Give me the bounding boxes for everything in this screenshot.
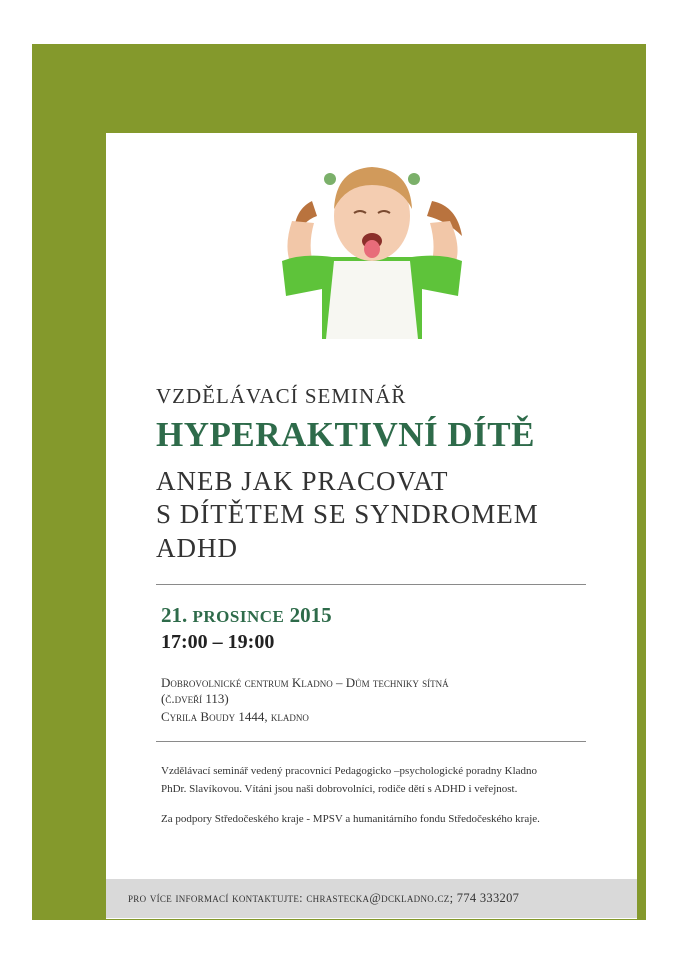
contact-text: pro více informací kontaktujte: chrastecka@dckladno.cz; 774 333207 bbox=[128, 891, 520, 905]
description-line-2: PhDr. Slavíkovou. Vítáni jsou naši dobrovolníci, rodiče dětí s ADHD i veřejnost. bbox=[161, 783, 518, 795]
event-subtitle-line-2: S DÍTĚTEM SE SYNDROMEM bbox=[156, 499, 539, 529]
flyer-page bbox=[106, 133, 637, 919]
divider bbox=[156, 584, 586, 585]
divider bbox=[156, 741, 586, 742]
child-photo bbox=[272, 161, 472, 339]
date-day: 21. bbox=[161, 603, 188, 627]
event-date bbox=[161, 603, 332, 628]
support-note: Za podpory Středočeského kraje - MPSV a humanitárního fondu Středočeského kraje. bbox=[161, 813, 540, 825]
description-line-1: Vzdělávací seminář vedený pracovnicí Pedagogicko –psychologické poradny Kladno bbox=[161, 765, 538, 777]
green-border-frame bbox=[32, 44, 646, 920]
event-subtitle-line-3: ADHD bbox=[156, 533, 238, 563]
contact-footer bbox=[106, 879, 637, 918]
date-year: 2015 bbox=[289, 603, 332, 627]
event-title: HYPERAKTIVNÍ DÍTĚ bbox=[156, 415, 535, 454]
venue-line-3: Cyrila Boudy 1444, kladno bbox=[161, 709, 309, 724]
venue-line-1: Dobrovolnické centrum Kladno – Dům techniky sítná bbox=[161, 675, 449, 690]
date-month: PROSINCE bbox=[192, 607, 285, 626]
event-subtitle-line-1: ANEB JAK PRACOVAT bbox=[156, 466, 449, 496]
seminar-kicker: VZDĚLÁVACÍ SEMINÁŘ bbox=[156, 384, 407, 408]
venue-line-2: (č.dveří 113) bbox=[161, 691, 229, 706]
event-time: 17:00 – 19:00 bbox=[161, 631, 275, 653]
